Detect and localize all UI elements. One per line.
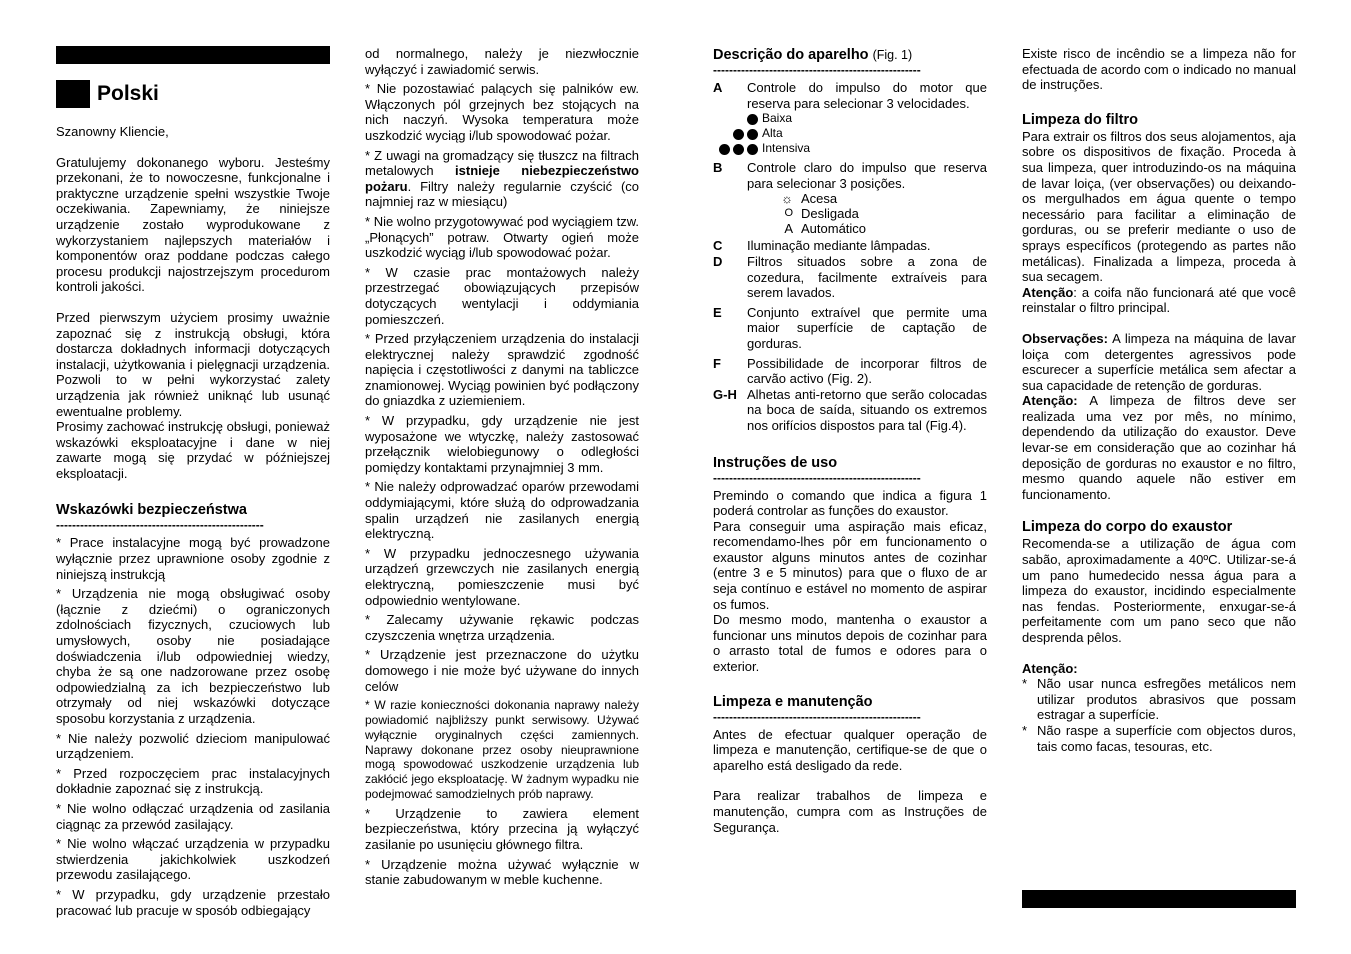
heading-rule: ----------------------------------------------------	[713, 710, 921, 723]
item-text: Controle do impulso do motor que reserva para selecionar 3 velocidades.	[747, 80, 987, 111]
item-text: Controle claro do impulso que reserva para selecionar 3 posições.	[747, 160, 987, 191]
safety-item: * Przed rozpoczęciem prac instalacyjnych dokładnie zapoznać się z instrukcją.	[56, 765, 330, 797]
safety-list	[56, 535, 330, 918]
safety-item: * Urządzenie to zawiera element bezpieczeństwa, który przecina ją wyłączyć zasilanie po usunięciu głównego filtra.	[365, 805, 639, 852]
item-text: Iluminação mediante lâmpadas.	[747, 238, 931, 254]
off-icon: O	[784, 207, 793, 220]
column-4	[1022, 46, 1296, 754]
greeting: Szanowny Kliencie,	[56, 124, 169, 139]
item-key: C	[713, 238, 723, 254]
maintenance-paragraph: Para realizar trabalhos de limpeza e manutenção, cumpra com as Instruções de Segurança.	[713, 788, 987, 835]
usage-paragraph: Premindo o comando que indica a figura 1 poderá controlar as funções do exaustor.	[713, 487, 987, 519]
item-text: Alhetas anti-retorno que serão colocadas na boca de saída, situando os extremos nos orifícios dispostos para tal (Fig.4).	[747, 386, 987, 433]
safety-item: * Nie należy pozwolić dzieciom manipulować urządzeniem.	[56, 730, 330, 762]
filter-paragraph: Para extrair os filtros dos seus alojamentos, aja sobre os dispositivos de fixação. Proceda à sua limpeza, quer introduzindo-os na máquina de lavar loiça, (ver observações) ou deixando-os mergulhados em água quente o tempo necessário para facilitar a eliminação de gorduras, ou se preferir mediante o uso de sprays específicos (protegendo as partes não metálicas). Finalizada a limpeza, proceda à sua secagem.	[1022, 128, 1296, 285]
safety-item-small: * W razie konieczności dokonania naprawy należy powiadomić najbliższy punkt serwisowy. Używać wyłącznie oryginalnych części zamiennych. Naprawy dokonane przez osoby nieuprawnione mogą spowodować uszkodzenie urządzenia lub zakłócić jego eksploatację. W żadnym wypadku nie podejmować samodzielnych prób naprawy.	[365, 698, 639, 801]
safety-item: * W przypadku jednoczesnego używania urządzeń grzewczych nie zasilanych energią elektryczną, pomieszczenie musi być odpowiednio wentylowane.	[365, 545, 639, 608]
safety-item: * Nie należy odprowadzać oparów przewodami oddymiającymi, które służą do odprowadzania spalin urządzeń nie zasilanych energią elektryczną.	[365, 479, 639, 542]
intro-paragraph-1: Gratulujemy dokonanego wyboru. Jesteśmy przekonani, że to nowoczesne, funkcjonalne i praktyczne urządzenie spełni wszystkie Twoje oczekiwania. Zapewniamy, że niniejsze urządzenie zostało wyprodukowane z wykorzystaniem najlepszych materiałów i komponentów oraz poddane podczas całego procesu produkcji najostrzejszym procedurom kontroli jakości.	[56, 154, 330, 295]
header-bar	[56, 46, 330, 64]
body-cleaning-heading: Limpeza do corpo do exaustor	[1022, 519, 1233, 536]
light-on	[713, 191, 987, 206]
speed-low	[713, 111, 987, 126]
fire-text-bold: istnieje niebezpieczeństwo pożaru	[365, 163, 639, 194]
safety-item: * Nie wolno przygotowywać pod wyciągiem tzw. „Płonących” potraw. Otwarty ogień może uszkodzić wyciąg i/lub spowodować pożar.	[365, 213, 639, 261]
safety-item: * Urządzenie jest przeznaczone do użytku domowego i nie może być używane do innych celów	[365, 647, 639, 694]
item-text: Filtros situados sobre a zona de cozedura, facilmente extraíveis para serem lavados.	[747, 253, 987, 301]
safety-item: * Nie pozostawiać palących się palników ew. Włączonych pól grzejnych bez stojących na nich naczyń. Wysoka temperatura może uszkodzić wyciąg i/lub spowodować pożar.	[365, 81, 639, 143]
item-e	[713, 305, 987, 352]
language-marker	[56, 80, 90, 108]
safety-item: * W przypadku, gdy urządzenie nie jest wyposażone we wtyczkę, należy zastosować przełącznik wielobiegunowy o odległości pomiędzy kontaktami przynajmniej 3 mm.	[365, 413, 639, 475]
item-text: Conjunto extraível que permite uma maior superfície de captação de gorduras.	[747, 304, 987, 351]
light-label: Automático	[801, 221, 867, 237]
item-f	[713, 356, 987, 387]
usage-heading: Instruções de uso	[713, 454, 838, 471]
safety-item: * Prace instalacyjne mogą być prowadzone wyłącznie przez uprawnione osoby zgodnie z niniejszą instrukcją	[56, 535, 330, 582]
safety-item-fire	[365, 148, 639, 210]
usage-paragraph: Para conseguir uma aspiração mais eficaz, recomendamo-lhes pôr em funcionamento o exaustor alguns minutos antes de cozinhar (entre 3 e 5 minutos) para que o fluxo de ar seja contínuo e estável no momento de aspirar os fumos.	[713, 518, 987, 612]
item-key: A	[713, 80, 723, 95]
bulb-icon: ☼	[781, 191, 793, 207]
description-heading	[713, 46, 987, 64]
footer-bar	[1022, 890, 1296, 908]
attention-heading	[1022, 661, 1296, 677]
body-cleaning-paragraph: Recomenda-se a utilização de água com sabão, aproximadamente a 40ºC. Utilizar-se-á um pano humedecido nessa água para a limpeza do exaustor, incidindo especialmente nas fendas. Posteriormente, enxugar-se-á perfeitamente com um pano seco que não desprenda pêlos.	[1022, 536, 1296, 645]
item-c	[713, 238, 987, 254]
attention-label: Atenção:	[1022, 393, 1078, 409]
heading-rule: ----------------------------------------------------	[56, 519, 264, 532]
language-title-row	[56, 80, 330, 108]
attention-label: Atenção:	[1022, 660, 1078, 676]
safety-item: * Urządzenia nie mogą obsługiwać osoby (łącznie z dziećmi) o ograniczonych zdolnościach fizycznych, czuciowych lub umysłowych, osoby nie posiadające doświadczenia i/lub odpowiedniej wiedzy, chyba że są one nadzorowane przez osobę odpowiedzialną za ich bezpieczeństwo lub otrzymały od niej wskazówki dotyczące sposobu korzystania z urządzenia.	[56, 586, 330, 726]
item-key: B	[713, 160, 723, 176]
language-title: Polski	[97, 82, 159, 105]
item-a	[713, 80, 987, 111]
item-text: Possibilidade de incorporar filtros de carvão activo (Fig. 2).	[747, 355, 987, 387]
two-dots-icon	[713, 126, 762, 141]
safety-item: * Urządzenie można używać wyłącznie w stanie zabudowanym w meble kuchenne.	[365, 856, 639, 888]
heading-rule: ----------------------------------------------------	[713, 64, 921, 76]
intro-paragraph-2: Przed pierwszym użyciem prosimy uważnie zapoznać się z instrukcją obsługi, która dostarcza dokładnych informacji dotyczących instalacji, użytkowania i pielęgnacji urządzenia. Pozwoli to w pełni wykorzystać zalety urządzenia jak również uniknąć lub usunąć ewentualne problemy.	[56, 309, 330, 419]
warning-text: Não raspe a superfície com objectos duros, tais como facas, tesouras, etc.	[1037, 722, 1296, 754]
light-off	[713, 206, 987, 221]
three-dots-icon	[713, 141, 762, 156]
description-heading-text: Descrição do aparelho	[713, 47, 869, 63]
item-key: F	[713, 355, 721, 371]
speed-label: Intensiva	[762, 141, 811, 156]
fire-risk-paragraph: Existe risco de incêndio se a limpeza não for efectuada de acordo com o indicado no manual de instruções.	[1022, 46, 1296, 93]
safety-item: * Przed przyłączeniem urządzenia do instalacji elektrycznej należy sprawdzić zgodność napięcia i częstotliwości z danymi na tabliczce znamionowej. Wyciąg powinien być podłączony do gniazdka z uziemieniem.	[365, 331, 639, 409]
observations-paragraph	[1022, 331, 1296, 393]
column-3	[713, 46, 987, 835]
safety-item-continued: od normalnego, należy je niezwłocznie wyłączyć i zawiadomić serwis.	[365, 46, 639, 77]
column-1	[56, 40, 330, 922]
light-label: Acesa	[801, 191, 838, 207]
warning-item	[1022, 676, 1296, 723]
filter-heading: Limpeza do filtro	[1022, 111, 1138, 128]
bullet: *	[1022, 676, 1028, 692]
attention-text: : a coifa não funcionará até que você reinstalar o filtro principal.	[1022, 284, 1296, 316]
safety-item: * W przypadku, gdy urządzenie przestało pracować lub pracuje w sposób odbiegający	[56, 886, 330, 918]
item-g-h	[713, 387, 987, 434]
attention-text: A limpeza de filtros deve ser realizada uma vez por mês, no mínimo, dependendo da utilização do exaustor. Deve levar-se em consideração que ao cozinhar há deposição de gorduras no exaustor e no filtro, mesmo quando aquele não estiver em funcionamento.	[1022, 393, 1296, 502]
speed-high	[713, 126, 987, 141]
fire-text-post: . Filtry należy regularnie czyścić (co najmniej raz w miesiącu)	[365, 178, 639, 210]
light-auto	[713, 221, 987, 236]
warning-item	[1022, 723, 1296, 754]
safety-item: * Nie wolno włączać urządzenia w przypadku stwierdzenia jakichkolwiek uszkodzeń przewodu zasilającego.	[56, 836, 330, 883]
safety-item: * W czasie prac montażowych należy przestrzegać obowiązujących przepisów dotyczących wentylacji i oddymiania pomieszczeń.	[365, 264, 639, 327]
bullet: *	[1022, 722, 1028, 738]
usage-paragraph: Do mesmo modo, mantenha o exaustor a funcionar uns minutos depois de cozinhar para o arrasto total de fumos e odores para o exterior.	[713, 612, 987, 675]
warning-text: Não usar nunca esfregões metálicos nem utilizar produtos abrasivos que possam estragar a superfície.	[1037, 676, 1296, 723]
maintenance-heading: Limpeza e manutenção	[713, 693, 873, 710]
column-2	[365, 46, 639, 892]
maintenance-paragraph: Antes de efectuar qualquer operação de limpeza e manutenção, certifique-se de que o aparelho está desligado da rede.	[713, 726, 987, 773]
observations-text: A limpeza na máquina de lavar loiça com detergentes agressivos pode escurecer a superfície metálica sem afectar a sua capacidade de retenção de gorduras.	[1022, 330, 1296, 393]
light-label: Desligada	[801, 206, 859, 222]
heading-rule: ----------------------------------------------------	[713, 471, 921, 484]
intro-paragraph-3: Prosimy zachować instrukcję obsługi, ponieważ wskazówki eksploatacyjne i dane w niej zawarte mogą się przydać w późniejszej eksploatacji.	[56, 419, 330, 481]
safety-item: * Nie wolno odłączać urządzenia od zasilania ciągnąc za przewód zasilający.	[56, 800, 330, 832]
speed-intensive	[713, 141, 987, 156]
item-d	[713, 254, 987, 301]
attention-paragraph	[1022, 393, 1296, 502]
observations-label: Observações:	[1022, 330, 1108, 346]
speed-label: Baixa	[762, 111, 793, 126]
filter-attention	[1022, 285, 1296, 316]
item-key: D	[713, 253, 723, 269]
attention-label: Atenção	[1022, 284, 1074, 300]
item-key: E	[713, 304, 722, 320]
item-key: G-H	[713, 386, 737, 402]
speed-label: Alta	[762, 126, 783, 141]
one-dot-icon	[713, 111, 762, 126]
item-b	[713, 160, 987, 191]
auto-icon: A	[784, 221, 793, 237]
fire-text-pre: * Z uwagi na gromadzący się tłuszcz na filtrach metalowych	[365, 147, 639, 179]
description-figure-ref: (Fig. 1)	[872, 48, 913, 62]
safety-heading: Wskazówki bezpieczeństwa	[56, 502, 247, 519]
safety-item: * Zalecamy używanie rękawic podczas czyszczenia wnętrza urządzenia.	[365, 612, 639, 643]
